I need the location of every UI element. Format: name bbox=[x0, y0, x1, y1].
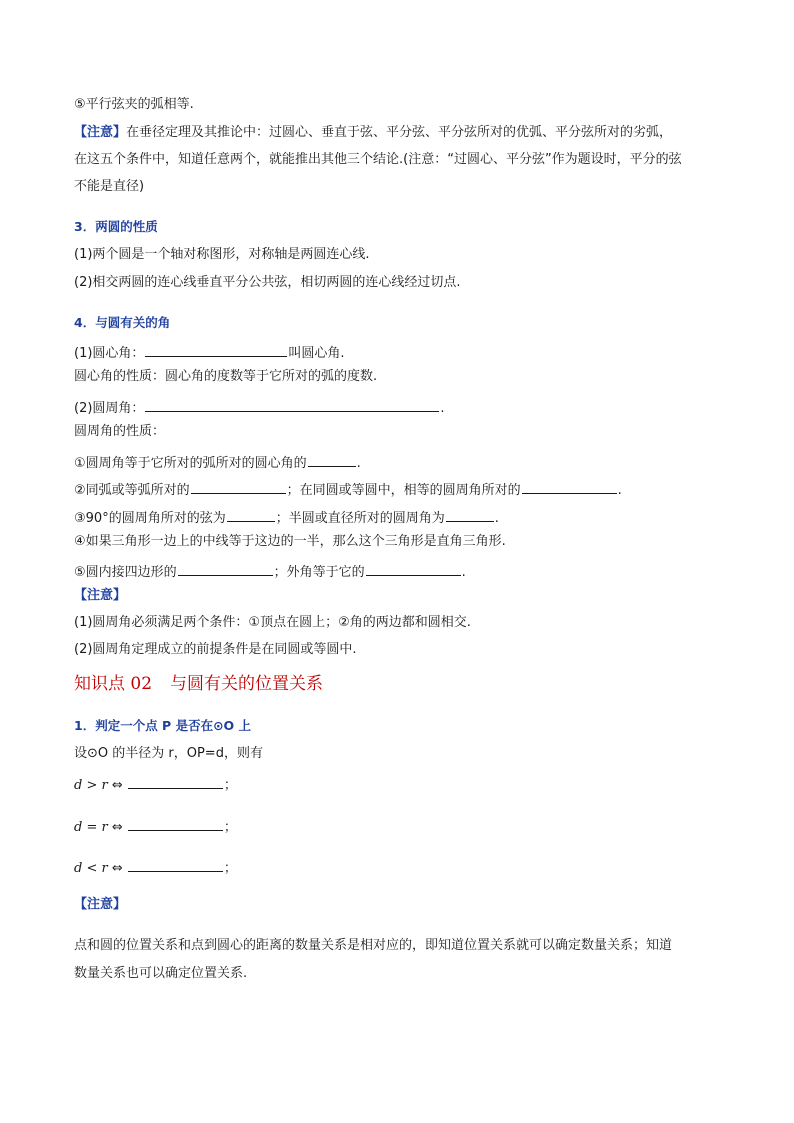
inscribed-rule-1 bbox=[74, 452, 361, 472]
inscribed-rule-4: ④如果三角形一边上的中线等于这边的一半，那么这个三角形是直角三角形. bbox=[74, 534, 506, 549]
relation-row-outside bbox=[74, 774, 237, 794]
note-line-3: 不能是直径) bbox=[74, 179, 145, 194]
var-d: d bbox=[74, 861, 83, 876]
note-tag: 【注意】 bbox=[74, 897, 127, 912]
rule-text: ；在同圆或等圆中，相等的圆周角所对的 bbox=[286, 483, 521, 498]
section-heading-circle-angles: 4．与圆有关的角 bbox=[74, 315, 171, 330]
fill-blank[interactable] bbox=[145, 397, 439, 412]
period: . bbox=[494, 511, 499, 526]
central-angle-def bbox=[74, 342, 345, 362]
item-parallel-chords: ⑤平行弦夹的弧相等. bbox=[74, 97, 194, 112]
rule-text: ①圆周角等于它所对的弧所对的圆心角的 bbox=[74, 456, 307, 471]
inscribed-rule-5 bbox=[74, 561, 466, 581]
inscribed-angle-property-label: 圆周角的性质： bbox=[74, 424, 166, 439]
iff-symbol: ⇔ bbox=[111, 820, 123, 835]
central-angle-property: 圆心角的性质：圆心角的度数等于它所对的弧的度数. bbox=[74, 369, 378, 384]
period: . bbox=[617, 483, 622, 498]
given-statement: 设⊙O 的半径为 r，OP=d，则有 bbox=[74, 746, 263, 761]
period: . bbox=[461, 565, 466, 580]
inscribed-rule-2 bbox=[74, 479, 622, 499]
two-circles-prop-2: (2)相交两圆的连心线垂直平分公共弦，相切两圆的连心线经过切点. bbox=[74, 275, 461, 290]
note-tag: 【注意】 bbox=[74, 588, 127, 603]
rule-text: ⑤圆内接四边形的 bbox=[74, 565, 177, 580]
relation-operator: = bbox=[86, 820, 98, 835]
period: . bbox=[356, 456, 361, 471]
position-note-line-1: 点和圆的位置关系和点到圆心的距离的数量关系是相对应的，即知道位置关系就可以确定数量关系；知道 bbox=[74, 938, 673, 953]
inscribed-angle-label: (2)圆周角： bbox=[74, 401, 145, 416]
note-line-2: 在这五个条件中，知道任意两个，就能推出其他三个结论.(注意：“过圆心、平分弦”作为题设时，平分的弦 bbox=[74, 152, 682, 167]
section-heading-two-circles: 3．两圆的性质 bbox=[74, 219, 158, 234]
central-angle-label: (1)圆心角： bbox=[74, 346, 145, 361]
rule-text: ；半圆或直径所对的圆周角为 bbox=[275, 511, 445, 526]
iff-symbol: ⇔ bbox=[111, 861, 123, 876]
knowledge-point-heading bbox=[74, 669, 323, 694]
semicolon: ； bbox=[223, 820, 237, 835]
fill-blank[interactable] bbox=[308, 452, 356, 467]
var-r: r bbox=[101, 820, 108, 835]
var-d: d bbox=[74, 820, 83, 835]
fill-blank[interactable] bbox=[522, 479, 617, 494]
relation-operator: > bbox=[86, 778, 98, 793]
fill-blank[interactable] bbox=[178, 561, 273, 576]
relation-row-on bbox=[74, 816, 237, 836]
rule-text: ②同弧或等弧所对的 bbox=[74, 483, 190, 498]
section-heading-point-position: 1．判定一个点 P 是否在⊙O 上 bbox=[74, 718, 252, 733]
note-perpendicular-theorem bbox=[74, 125, 672, 141]
knowledge-point-label: 知识点 02 bbox=[74, 674, 153, 694]
iff-symbol: ⇔ bbox=[111, 778, 123, 793]
fill-blank[interactable] bbox=[128, 857, 223, 872]
knowledge-point-title: 与圆有关的位置关系 bbox=[170, 674, 324, 694]
central-angle-suffix: 叫圆心角. bbox=[288, 346, 345, 361]
semicolon: ； bbox=[223, 778, 237, 793]
fill-blank[interactable] bbox=[128, 816, 223, 831]
rule-text: ；外角等于它的 bbox=[273, 565, 365, 580]
fill-blank[interactable] bbox=[446, 507, 494, 522]
fill-blank[interactable] bbox=[128, 774, 223, 789]
rule-text: ③90°的圆周角所对的弦为 bbox=[74, 511, 226, 526]
fill-blank[interactable] bbox=[227, 507, 275, 522]
inscribed-rule-3 bbox=[74, 507, 499, 527]
relation-row-inside bbox=[74, 857, 237, 877]
note-text: 在垂径定理及其推论中：过圆心、垂直于弦、平分弦、平分弦所对的优弧、平分弦所对的劣弧， bbox=[126, 125, 673, 140]
var-r: r bbox=[101, 778, 108, 793]
note-tag: 【注意】 bbox=[74, 125, 127, 140]
var-r: r bbox=[101, 861, 108, 876]
period: . bbox=[440, 401, 445, 416]
two-circles-prop-1: (1)两个圆是一个轴对称图形，对称轴是两圆连心线. bbox=[74, 247, 370, 262]
semicolon: ； bbox=[223, 861, 237, 876]
relation-operator: < bbox=[86, 861, 98, 876]
inscribed-note-1: (1)圆周角必须满足两个条件：①顶点在圆上；②角的两边都和圆相交. bbox=[74, 615, 471, 630]
position-note-line-2: 数量关系也可以确定位置关系. bbox=[74, 966, 248, 981]
inscribed-angle-def bbox=[74, 397, 445, 417]
var-d: d bbox=[74, 778, 83, 793]
fill-blank[interactable] bbox=[366, 561, 461, 576]
fill-blank[interactable] bbox=[191, 479, 286, 494]
inscribed-note-2: (2)圆周角定理成立的前提条件是在同圆或等圆中. bbox=[74, 642, 357, 657]
fill-blank[interactable] bbox=[145, 342, 287, 357]
